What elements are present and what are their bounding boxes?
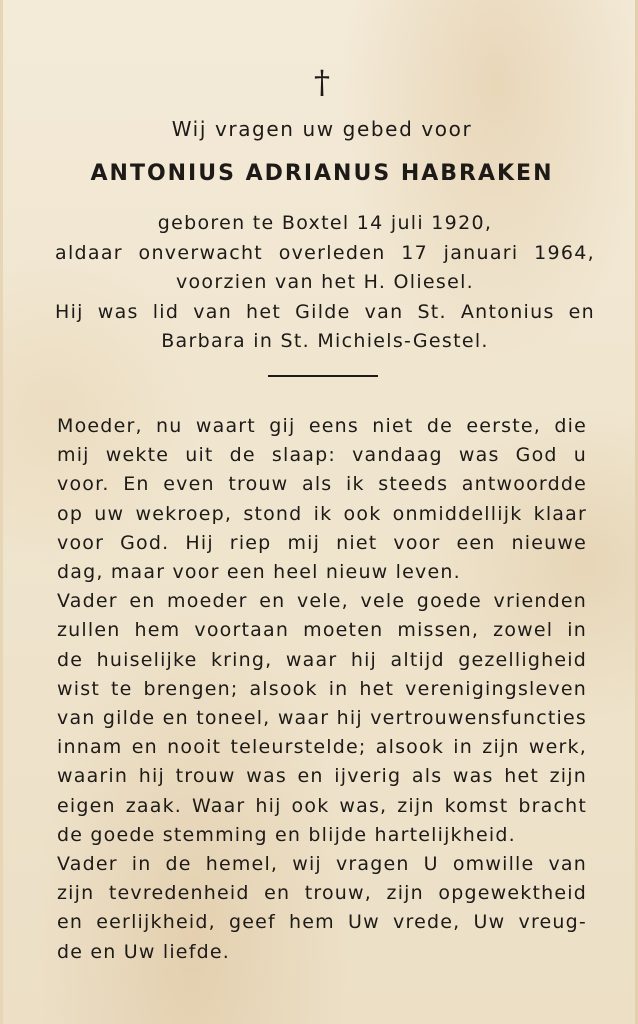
text-line: dag, maar voor een heel nieuw leven. [57, 561, 461, 584]
divider [268, 375, 378, 377]
text-line: eigen zaak. Waar hij ook was, zijn komst bracht [57, 794, 587, 817]
detail-line-guild-place: Barbara in St. Michiels-Gestel. [161, 330, 489, 352]
details-block [55, 209, 595, 357]
detail-line-guild: Hij was lid van het Gilde van St. Antonius en [55, 300, 595, 323]
text-line: Vader in de hemel, wij vragen U omwille van [57, 853, 587, 876]
intro-text: Wij vragen uw gebed voor [171, 117, 473, 141]
text-line: en eerlijkheid, geef hem Uw vrede, Uw vreug- [57, 911, 587, 934]
detail-line-sacrament: voorzien van het H. Oliesel. [175, 271, 475, 293]
text-line: op uw wekroep, stond ik ook onmiddellijk klaar [57, 502, 587, 525]
text-line: van gilde en toneel, waar hij vertrouwensfuncties [57, 707, 587, 730]
memorial-text [57, 412, 587, 967]
text-line: mij wekte uit de slaap: vandaag was God u [57, 444, 587, 467]
text-line: de huiselijke kring, waar hij altijd gezelligheid [57, 648, 587, 671]
deceased-name: ANTONIUS ADRIANUS HABRAKEN [90, 161, 554, 186]
cross-icon: † [314, 63, 330, 101]
text-line: zullen hem voortaan moeten missen, zowel in [57, 619, 587, 642]
text-line: voor God. Hij riep mij niet voor een nieuwe [57, 531, 587, 554]
text-line: de goede stemming en blijde hartelijkheid. [57, 823, 516, 846]
text-line: voor. En even trouw als ik steeds antwoordde [57, 473, 587, 496]
detail-line-birth: geboren te Boxtel 14 juli 1920, [157, 212, 493, 234]
text-line: de en Uw liefde. [57, 940, 230, 963]
text-line: Vader en moeder en vele, vele goede vrienden [57, 590, 587, 613]
text-line: waarin hij trouw was en ijverig als was het zijn [57, 765, 587, 788]
text-line: zijn tevredenheid en trouw, zijn opgewektheid [57, 882, 587, 905]
text-line: innam en nooit teleurstelde; alsook in zijn werk, [57, 736, 587, 759]
detail-line-death: aldaar onverwacht overleden 17 januari 1964, [55, 241, 595, 264]
text-line: Moeder, nu waart gij eens niet de eerste, die [57, 415, 587, 437]
text-line: wist te brengen; alsook in het verenigingsleven [57, 677, 587, 700]
